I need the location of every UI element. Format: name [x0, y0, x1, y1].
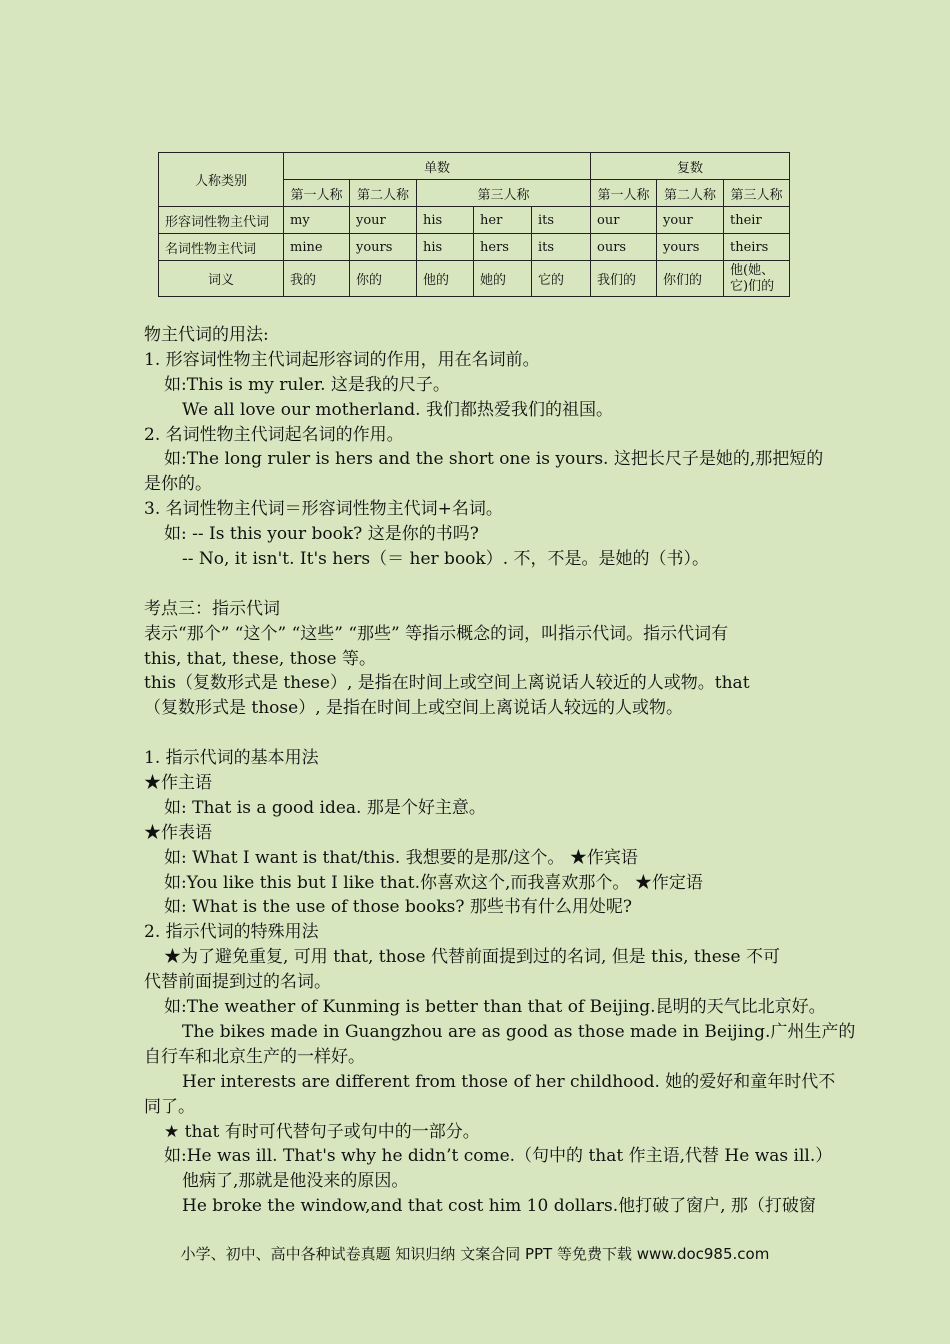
text-line: （复数形式是 those）, 是指在时间上或空间上离说话人较远的人或物。: [144, 698, 684, 719]
text-line: ★为了避免重复, 可用 that, those 代替前面提到过的名词, 但是 this, these 不可: [164, 947, 780, 968]
person-header: 第三人称: [724, 180, 790, 207]
person-header: 第二人称: [350, 180, 417, 207]
table-row: [159, 207, 790, 234]
possessive-pronoun-table: [158, 152, 790, 297]
text-line: 2. 指示代词的特殊用法: [144, 922, 319, 943]
pronoun-table-container: [158, 152, 790, 297]
table-cell: mine: [284, 234, 350, 261]
text-line: 如:This is my ruler. 这是我的尺子。: [164, 374, 450, 395]
text-line: 如: What I want is that/this. 我想要的是那/这个。 ★作宾语: [164, 847, 638, 868]
text-line: ★作主语: [144, 773, 212, 794]
text-line: 自行车和北京生产的一样好。: [144, 1046, 365, 1067]
table-corner-header: 人称类别: [159, 153, 284, 207]
text-line: 如:He was ill. That's why he didn’t come.（句中的 that 作主语,代替 He was ill.）: [164, 1146, 833, 1167]
plural-header: 复数: [591, 153, 790, 180]
row-label: 名词性物主代词: [159, 234, 284, 261]
table-cell: your: [350, 207, 417, 234]
singular-header: 单数: [284, 153, 591, 180]
text-line: 如:The weather of Kunming is better than that of Beijing.昆明的天气比北京好。: [164, 997, 826, 1018]
row-label: 词义: [159, 261, 284, 297]
table-cell: yours: [350, 234, 417, 261]
text-line: 1. 形容词性物主代词起形容词的作用，用在名词前。: [144, 349, 540, 370]
table-cell: its: [532, 234, 591, 261]
text-line: ★作表语: [144, 822, 212, 843]
text-line: ★ that 有时可代替句子或句中的一部分。: [164, 1121, 480, 1142]
table-cell: 她的: [474, 261, 532, 297]
table-cell: her: [474, 207, 532, 234]
table-cell: our: [591, 207, 657, 234]
document-body: [144, 323, 856, 1219]
text-line: 表示“那个” “这个” “这些” “那些” 等指示概念的词，叫指示代词。指示代词有: [144, 623, 729, 644]
text-line: We all love our motherland. 我们都热爱我们的祖国。: [182, 399, 613, 420]
text-line: [144, 572, 809, 597]
table-row: [159, 234, 790, 261]
table-cell: 他(她、它)们的: [724, 261, 790, 297]
table-cell: his: [417, 207, 474, 234]
text-line: 如: What is the use of those books? 那些书有什么用处呢?: [164, 897, 633, 918]
text-line: 3. 名词性物主代词＝形容词性物主代词+名词。: [144, 499, 503, 520]
table-cell: 它的: [532, 261, 591, 297]
text-line: 代替前面提到过的名词。: [144, 972, 331, 993]
table-cell: their: [724, 207, 790, 234]
text-line: 1. 指示代词的基本用法: [144, 748, 319, 769]
text-line: [144, 721, 809, 746]
table-cell: 我们的: [591, 261, 657, 297]
table-cell: 他的: [417, 261, 474, 297]
text-line: -- No, it isn't. It's hers（＝ her book）. 不，不是。是她的（书）。: [182, 549, 710, 570]
text-line: 如:The long ruler is hers and the short one is yours. 这把长尺子是她的,那把短的: [164, 449, 824, 470]
text-line: He broke the window,and that cost him 10 dollars.他打破了窗户, 那（打破窗: [182, 1196, 816, 1217]
table-cell: my: [284, 207, 350, 234]
person-header: 第二人称: [657, 180, 724, 207]
text-line: 如:You like this but I like that.你喜欢这个,而我喜欢那个。 ★作定语: [164, 872, 703, 893]
table-cell: your: [657, 207, 724, 234]
page-footer: 小学、初中、高中各种试卷真题 知识归纳 文案合同 PPT 等免费下载 www.doc985.com: [180, 1245, 770, 1263]
table-cell: 你们的: [657, 261, 724, 297]
table-cell: hers: [474, 234, 532, 261]
text-line: 同了。: [144, 1096, 195, 1117]
table-cell: ours: [591, 234, 657, 261]
text-line: this（复数形式是 these）, 是指在时间上或空间上离说话人较近的人或物。that: [144, 673, 750, 694]
table-cell: yours: [657, 234, 724, 261]
text-line: 物主代词的用法:: [144, 325, 269, 345]
table-cell: its: [532, 207, 591, 234]
text-line: this, that, these, those 等。: [144, 648, 376, 669]
text-line: The bikes made in Guangzhou are as good as those made in Beijing.广州生产的: [182, 1021, 856, 1042]
table-cell: his: [417, 234, 474, 261]
text-line: 如: That is a good idea. 那是个好主意。: [164, 797, 486, 818]
text-line: 考点三：指示代词: [144, 598, 280, 619]
text-line: 2. 名词性物主代词起名词的作用。: [144, 424, 404, 445]
text-line: 如: -- Is this your book? 这是你的书吗?: [164, 524, 479, 545]
table-row: [159, 261, 790, 297]
table-cell: 我的: [284, 261, 350, 297]
row-label: 形容词性物主代词: [159, 207, 284, 234]
person-header: 第一人称: [284, 180, 350, 207]
table-cell: theirs: [724, 234, 790, 261]
person-header: 第一人称: [591, 180, 657, 207]
text-line: 是你的。: [144, 474, 212, 495]
text-line: Her interests are different from those of her childhood. 她的爱好和童年时代不: [182, 1071, 836, 1092]
person-header: 第三人称: [417, 180, 591, 207]
table-cell: 你的: [350, 261, 417, 297]
text-line: 他病了,那就是他没来的原因。: [182, 1171, 409, 1192]
